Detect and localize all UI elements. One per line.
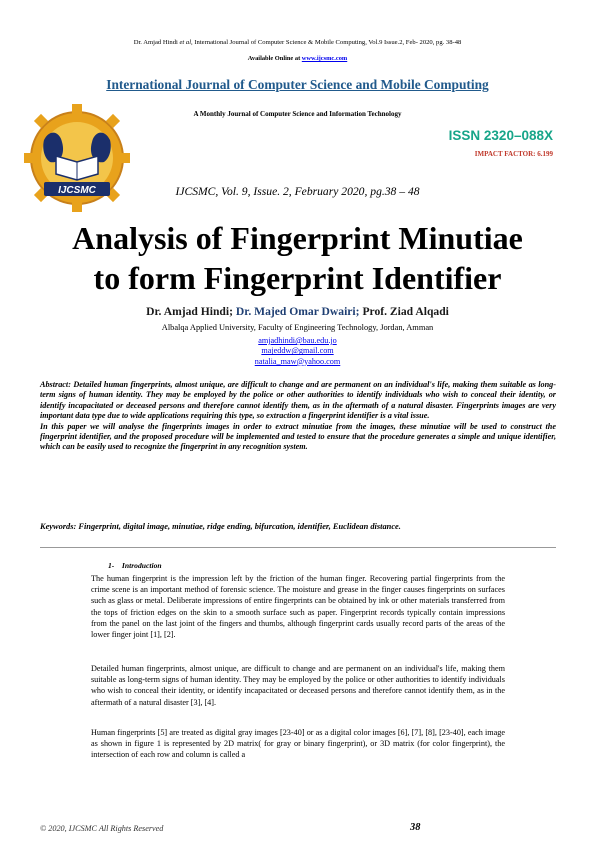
available-label: Available Online at (247, 55, 302, 62)
abstract-paragraph: In this paper we will analyse the fingerprints images in order to extract minutiae from the images, these minutiae will be used to construct the fingerprint identifier, and the proposed procedure will be implemented and tested to ensure that the procedure generates a simple and unique identifier, which can be easily used to recognize the fingerprint in any recognition system. (40, 421, 556, 452)
email-link[interactable]: amjadhindi@bau.edu.jo (258, 336, 337, 345)
intro-paragraph-3: Human fingerprints [5] are treated as digital gray images [23-40] or as a digital color images [6], [7], [8], [23-40], each image as shown in figure 1 is represented by 2D matrix( for gray or binary fingerprint), or 3D matrix (for color fingerprint), the intersection of each row and column is called a (91, 728, 505, 760)
title-line-2: to form Fingerprint Identifier (93, 260, 502, 296)
divider (40, 547, 556, 548)
title-line-1: Analysis of Fingerprint Minutiae (72, 220, 523, 256)
intro-paragraph-2: Detailed human fingerprints, almost unique, are difficult to change and are permanent on an individual's life, making them suitable as long-term signs of human identity. They may be employed by the police or other authorities to identify individuals who wish to conceal their identity, or identify incapacitated or deceased persons and therefore cannot identify them, as in the aftermath of a natural disaster [3], [4]. (91, 664, 505, 707)
logo-text: IJCSMC (58, 185, 96, 196)
available-online (0, 55, 595, 62)
body-paragraph (91, 573, 505, 640)
abstract (40, 380, 556, 453)
author-3: Prof. Ziad Alqadi (362, 305, 449, 318)
intro-paragraph-1: The human fingerprint is the impression left by the friction of the human finger. Recovering partial fingerprints from the crime scene is an important method of forensic science. The moisture and grease in the finger causes fingerprints on surfaces such as glass or metal. Deliberate impressions of entire fingerprints can be obtained by ink or other materials transferred from the tops of friction edges on the skin to a smooth surface such as paper. Fingerprint records typically contain impressions from the panel on the last joint of the fingers and thumbs, although fingerprint cards usually record parts of the areas of the lower finger joint [1], [2]. (91, 574, 505, 640)
running-head-etal: et al (179, 39, 192, 46)
issn: ISSN 2320–088X (448, 128, 553, 143)
page-number: 38 (410, 822, 421, 833)
running-head-pre: Dr. Amjad Hindi (133, 39, 180, 46)
body-paragraph (91, 663, 505, 708)
body-paragraph (91, 727, 505, 761)
author-2: Dr. Majed Omar Dwairi; (235, 305, 360, 318)
running-head (0, 39, 595, 46)
section-heading: 1- Introduction (108, 561, 162, 570)
journal-subtitle: A Monthly Journal of Computer Science and Information Technology (193, 110, 402, 118)
abstract-paragraph: Abstract: Detailed human fingerprints, almost unique, are difficult to change and are permanent on an individual's life, making them suitable as long-term signs of human identity. They may be employed by the police or other authorities to identify individuals who wish to conceal their identity, or identify incapacitated or deceased persons and therefore cannot identify them, as in the aftermath of a natural disaster. Fingerprints images are very important data type due to wide applications requiring this type, so extraction a fingerprint identifier is a vital issue. (40, 380, 556, 421)
keywords: Keywords: Fingerprint, digital image, minutiae, ridge ending, bifurcation, identifier, Euclidean distance. (40, 522, 401, 531)
email-link[interactable]: natalia_maw@yahoo.com (254, 356, 341, 366)
authors (0, 305, 595, 318)
citation: IJCSMC, Vol. 9, Issue. 2, February 2020, pg.38 – 48 (175, 185, 420, 198)
author-1: Dr. Amjad Hindi; (146, 305, 233, 318)
email-list (0, 336, 595, 367)
impact-factor: IMPACT FACTOR: 6.199 (474, 150, 553, 158)
email-link[interactable]: majeddw@gmail.com (261, 346, 334, 356)
affiliation: Albalqa Applied University, Faculty of Engineering Technology, Jordan, Amman (161, 323, 434, 332)
copyright: © 2020, IJCSMC All Rights Reserved (40, 824, 164, 833)
journal-website-link[interactable]: www.ijcsmc.com (301, 55, 348, 62)
page-title (0, 218, 595, 298)
journal-name[interactable]: International Journal of Computer Science and Mobile Computing (106, 77, 489, 92)
running-head-post: , International Journal of Computer Science & Mobile Computing, Vol.9 Issue.2, Feb- 2020, pg. 38-48 (191, 39, 462, 46)
